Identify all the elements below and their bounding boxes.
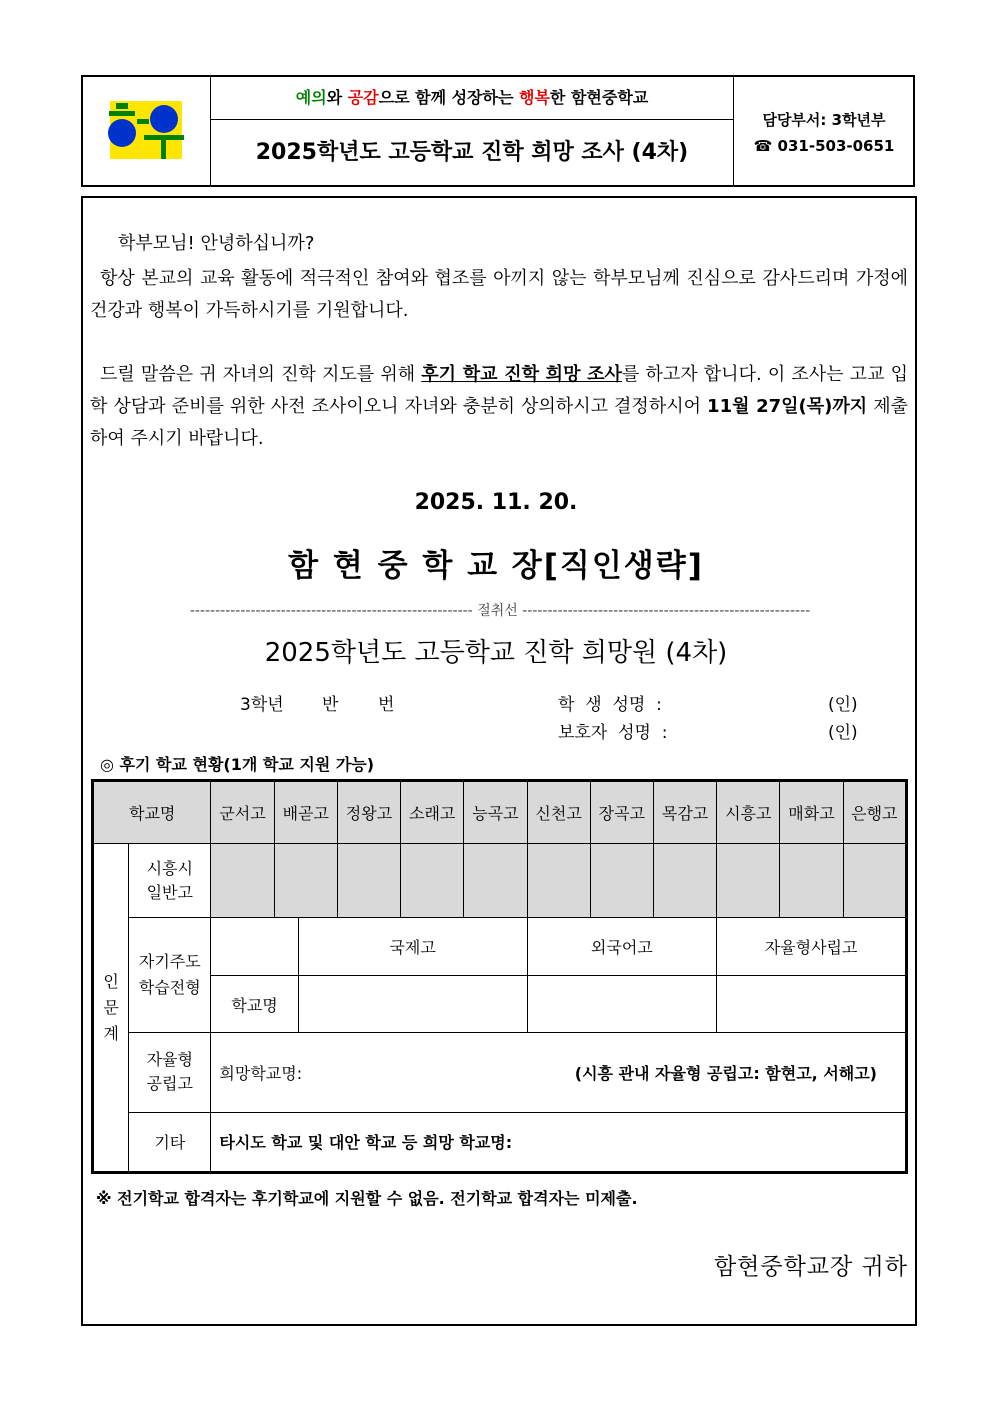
autonomous-text: 희망학교명:: [219, 1063, 303, 1083]
school-name-input[interactable]: [717, 976, 907, 1032]
school-cell: 배곧고: [274, 781, 337, 844]
general-school-label: 시흥시 일반고: [129, 844, 211, 918]
self-directed-type: 자율형사립고: [717, 918, 907, 976]
autonomous-note: (시흥 관내 자율형 공립고: 함현고, 서해고): [574, 1063, 877, 1083]
section-title: ◎ 후기 학교 현황(1개 학교 지원 가능): [100, 755, 375, 774]
self-directed-row: [93, 918, 907, 976]
cut-line: -------------------------------------------------------- 절취선 ---------------------------------------------------------: [189, 603, 811, 619]
school-name-row-label: 학교명: [211, 976, 298, 1032]
motto-part: 으로 함께 성장하는: [378, 88, 519, 107]
other-input[interactable]: [211, 1112, 907, 1172]
parent-seal: (인): [828, 723, 858, 743]
motto-part: 한 함현중학교: [549, 88, 649, 107]
school-cell: 능곡고: [464, 781, 527, 844]
form-title: 2025학년도 고등학교 진학 희망원 (4차): [264, 638, 728, 668]
school-logo-cell: [83, 77, 211, 185]
school-name-input[interactable]: [527, 976, 717, 1032]
school-cell: 은행고: [843, 781, 906, 844]
paragraph-2: 드릴 말씀은 귀 자녀의 진학 지도를 위해 후기 학교 진학 희망 조사를 하고자 합니다. 이 조사는 고교 입학 상담과 준비를 위한 사전 조사이오니 자녀와 충분히 상의하시고 결정하시어 11월 27일(목)까지 제출하여 주시기 바랍니다.: [90, 364, 908, 449]
autonomous-row: [93, 1032, 907, 1112]
other-label: 기타: [129, 1112, 211, 1172]
choice-cell[interactable]: [337, 844, 400, 918]
student-name-label: 학 생 성명 :: [558, 695, 662, 715]
parent-name-label: 보호자 성명 :: [558, 723, 668, 743]
school-cell: 매화고: [780, 781, 843, 844]
choice-cell[interactable]: [590, 844, 653, 918]
student-seal: (인): [828, 695, 858, 715]
footnote: ※ 전기학교 합격자는 후기학교에 지원할 수 없음. 전기학교 합격자는 미제출.: [96, 1189, 638, 1208]
school-name-input[interactable]: [298, 976, 527, 1032]
school-cell: 장곡고: [590, 781, 653, 844]
survey-emphasis: 후기 학교 진학 희망 조사: [421, 364, 622, 385]
choice-cell[interactable]: [401, 844, 464, 918]
document-header: [81, 75, 915, 187]
school-cell: 목감고: [653, 781, 716, 844]
school-cell: 군서고: [211, 781, 274, 844]
choice-cell[interactable]: [717, 844, 780, 918]
other-row: [93, 1112, 907, 1172]
class-label: 반: [322, 695, 339, 715]
department-name: 담당부서: 3학년부: [762, 111, 886, 129]
motto-part: 와: [326, 88, 348, 107]
signoff: 함현중학교장 귀하: [713, 1254, 908, 1280]
school-cell: 신천고: [527, 781, 590, 844]
motto-part: 예의: [295, 88, 327, 107]
choice-cell[interactable]: [843, 844, 906, 918]
choice-cell[interactable]: [464, 844, 527, 918]
choice-cell[interactable]: [527, 844, 590, 918]
grade-label: 3학년: [240, 695, 284, 715]
motto-part: 행복: [519, 88, 550, 107]
self-directed-type: 외국어고: [527, 918, 717, 976]
document-title: 2025학년도 고등학교 진학 희망 조사 (4차): [255, 140, 689, 165]
category-label: 인 문 계: [93, 844, 129, 1173]
phone-number: ☎ 031-503-0651: [753, 137, 895, 155]
self-directed-label: 자기주도 학습전형: [129, 918, 211, 1032]
deadline: 11월 27일(목)까지: [707, 396, 868, 417]
self-directed-school-row: [93, 976, 907, 1032]
other-text: 타시도 학교 및 대안 학교 등 희망 학교명:: [219, 1133, 513, 1153]
school-cell: 정왕고: [337, 781, 400, 844]
school-header-row: [93, 781, 907, 844]
letter-date: 2025. 11. 20.: [414, 490, 578, 515]
principal-name: 함 현 중 학 교 장[직인생략]: [288, 548, 704, 584]
school-cell: 소래고: [401, 781, 464, 844]
school-name-header: 학교명: [93, 781, 211, 844]
autonomous-input[interactable]: [211, 1032, 907, 1112]
school-table: [91, 779, 908, 1174]
paragraph-1: 항상 본교의 교육 활동에 적극적인 참여와 협조를 아끼지 않는 학부모님께 진심으로 감사드리며 가정에 건강과 행복이 가득하시기를 기원합니다.: [90, 268, 908, 321]
self-directed-type: 국제고: [298, 918, 527, 976]
choice-cell[interactable]: [274, 844, 337, 918]
motto-part: 공감: [347, 88, 379, 107]
department-info: [733, 77, 914, 185]
greeting: 학부모님! 안녕하십니까?: [118, 233, 315, 254]
blank-cell: [211, 918, 298, 976]
choice-cell[interactable]: [211, 844, 274, 918]
number-label: 번: [378, 695, 395, 715]
choice-cell[interactable]: [653, 844, 716, 918]
general-school-row: [93, 844, 907, 918]
choice-cell[interactable]: [780, 844, 843, 918]
school-cell: 시흥고: [717, 781, 780, 844]
school-logo-icon: [106, 97, 188, 163]
autonomous-label: 자율형 공립고: [129, 1032, 211, 1112]
school-motto: [211, 77, 733, 120]
